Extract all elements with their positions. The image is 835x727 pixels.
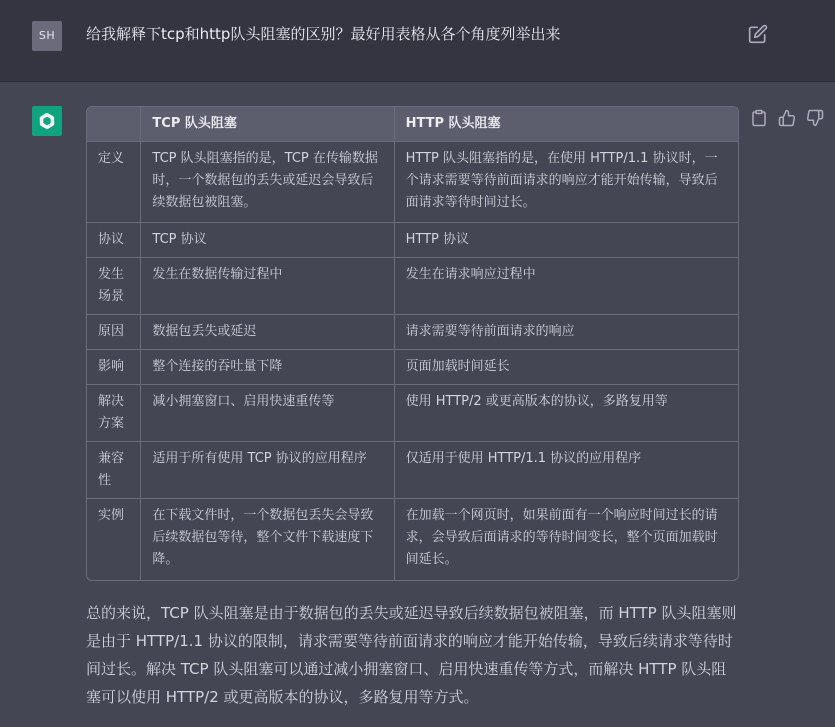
summary-paragraph: 总的来说，TCP 队头阻塞是由于数据包的丢失或延迟导致后续数据包被阻塞，而 HTTP 队头阻塞则是由于 HTTP/1.1 协议的限制，请求需要等待前面请求的响应才能开始传输，导致后续请求等待时间过长。解决 TCP 队头阻塞可以通过减小拥塞窗口、启用快速重传等方式，而解决 HTTP 队头阻塞可以使用 HTTP/2 或更高版本的协议，多路复用等方式。: [86, 604, 737, 706]
comparison-table: [86, 106, 739, 581]
row-label: 影响: [87, 350, 141, 385]
tcp-cell: 发生在数据传输过程中: [141, 258, 394, 315]
table-row: [87, 315, 738, 350]
table-header-cell: HTTP 队头阻塞: [394, 107, 738, 142]
row-label: 原因: [87, 315, 141, 350]
tcp-cell: 整个连接的吞吐量下降: [141, 350, 394, 385]
http-cell: HTTP 队头阻塞指的是，在使用 HTTP/1.1 协议时，一个请求需要等待前面请求的响应才能开始传输，导致后面请求等待时间过长。: [394, 142, 738, 223]
table-header-cell: [87, 107, 141, 142]
row-label: 解决方案: [87, 385, 141, 442]
user-message-text: 给我解释下tcp和http队头阻塞的区别？最好用表格从各个角度列举出来: [86, 25, 561, 43]
edit-icon[interactable]: [748, 24, 768, 44]
tcp-cell: 减小拥塞窗口、启用快速重传等: [141, 385, 394, 442]
tcp-cell: 在下载文件时，一个数据包丢失会导致后续数据包等待，整个文件下载速度下降。: [141, 499, 394, 580]
table-header-row: [87, 107, 738, 142]
http-cell: HTTP 协议: [394, 223, 738, 258]
tcp-cell: TCP 队头阻塞指的是，TCP 在传输数据时，一个数据包的丢失或延迟会导致后续数据包被阻塞。: [141, 142, 394, 223]
row-label: 发生场景: [87, 258, 141, 315]
table-row: [87, 350, 738, 385]
row-label: 兼容性: [87, 442, 141, 499]
message-actions: [750, 109, 826, 129]
http-cell: 页面加载时间延长: [394, 350, 738, 385]
row-label: 实例: [87, 499, 141, 580]
http-cell: 发生在请求响应过程中: [394, 258, 738, 315]
table-row: [87, 142, 738, 223]
table-row: [87, 258, 738, 315]
table-row: [87, 442, 738, 499]
tcp-cell: 数据包丢失或延迟: [141, 315, 394, 350]
user-message: [0, 0, 835, 82]
thumbs-up-icon[interactable]: [778, 109, 798, 129]
tcp-cell: TCP 协议: [141, 223, 394, 258]
http-cell: 请求需要等待前面请求的响应: [394, 315, 738, 350]
tcp-cell: 适用于所有使用 TCP 协议的应用程序: [141, 442, 394, 499]
user-avatar: SH: [32, 21, 62, 51]
http-cell: 使用 HTTP/2 或更高版本的协议，多路复用等: [394, 385, 738, 442]
table-row: [87, 223, 738, 258]
clipboard-icon[interactable]: [750, 109, 770, 129]
openai-logo-icon: [32, 106, 62, 136]
table-row: [87, 385, 738, 442]
table-header-cell: TCP 队头阻塞: [141, 107, 394, 142]
http-cell: 在加载一个网页时，如果前面有一个响应时间过长的请求，会导致后面请求的等待时间变长，整个页面加载时间延长。: [394, 499, 738, 580]
row-label: 定义: [87, 142, 141, 223]
table-row: [87, 499, 738, 580]
thumbs-down-icon[interactable]: [806, 109, 826, 129]
http-cell: 仅适用于使用 HTTP/1.1 协议的应用程序: [394, 442, 738, 499]
row-label: 协议: [87, 223, 141, 258]
